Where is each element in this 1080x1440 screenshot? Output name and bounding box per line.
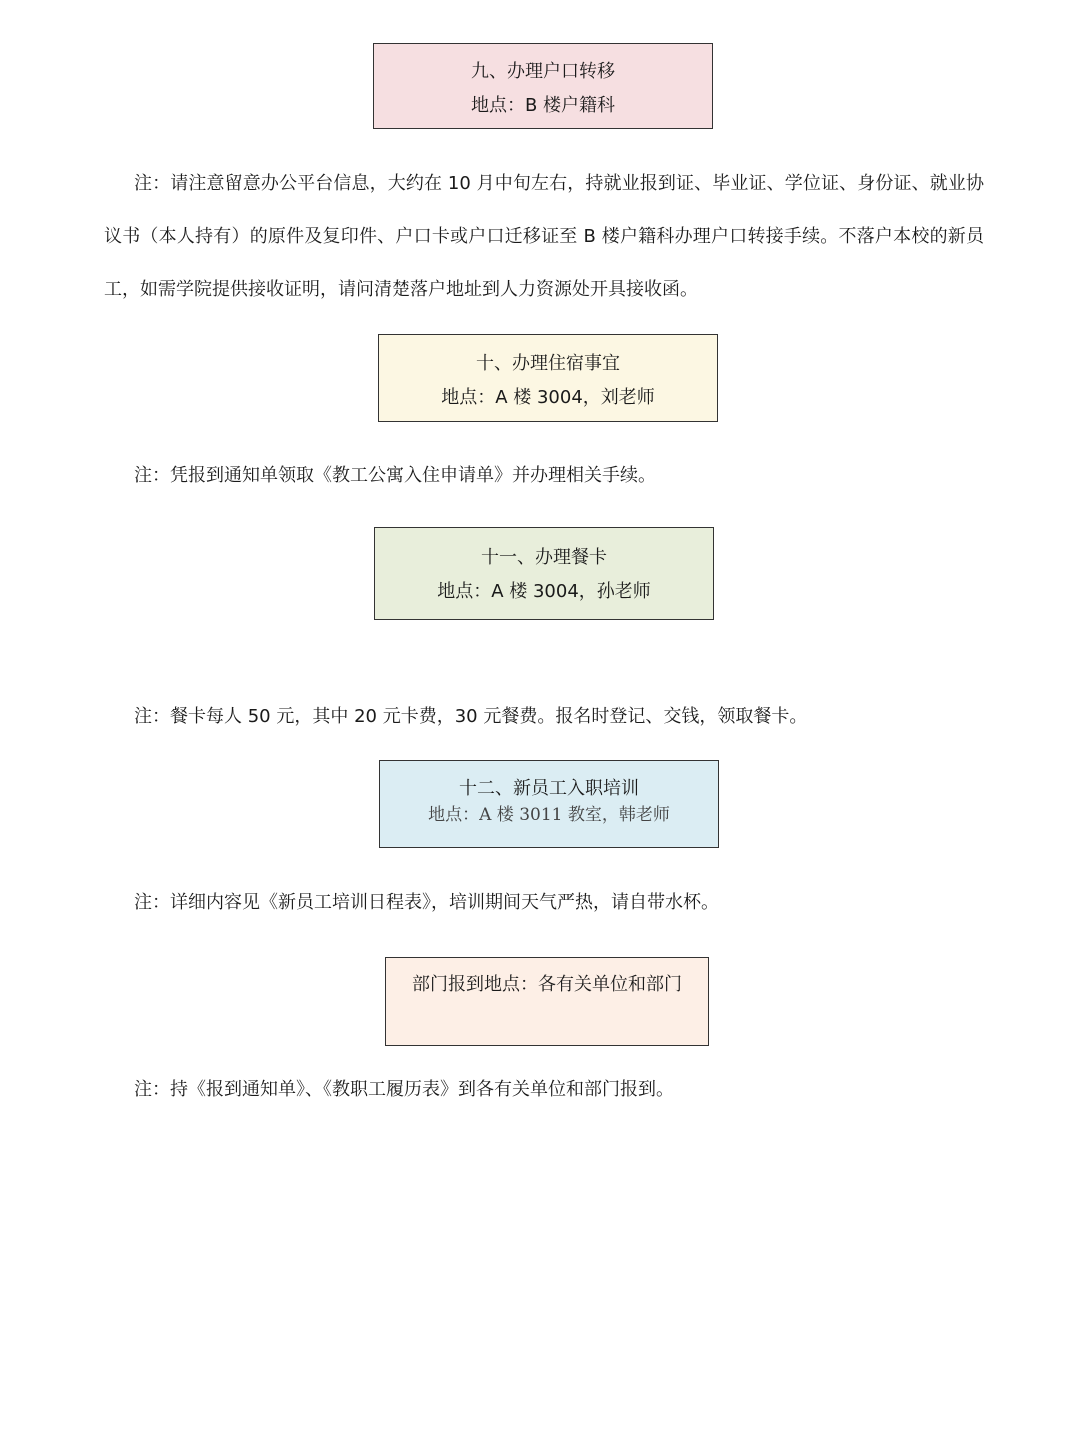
box-housing xyxy=(378,334,718,422)
section-title-hukou: 九、办理户口转移 xyxy=(471,61,615,82)
box-department-checkin xyxy=(385,957,709,1046)
box-hukou-transfer xyxy=(373,43,713,129)
section-title-department: 部门报到地点：各有关单位和部门 xyxy=(412,974,682,995)
section-location-hukou: 地点：B 楼户籍科 xyxy=(470,95,616,116)
section-title-meal-card: 十一、办理餐卡 xyxy=(481,547,607,568)
section-title-training: 十二、新员工入职培训 xyxy=(459,778,639,799)
note-hukou: 注：请注意留意办公平台信息，大约在 10 月中旬左右，持就业报到证、毕业证、学位证、身份证、就业协议书（本人持有）的原件及复印件、户口卡或户口迁移证至 B 楼户籍科办理户口转接手续。不落户本校的新员工，如需学院提供接收证明，请问清楚落户地址到人力资源处开具接收函。 xyxy=(104,173,984,300)
section-location-training: 地点：A 楼 3011 教室，韩老师 xyxy=(428,805,670,825)
section-location-meal-card: 地点：A 楼 3004，孙老师 xyxy=(437,581,651,602)
note-meal-card: 注：餐卡每人 50 元，其中 20 元卡费，30 元餐费。报名时登记、交钱，领取餐卡。 xyxy=(134,706,808,727)
note-housing: 注：凭报到通知单领取《教工公寓入住申请单》并办理相关手续。 xyxy=(134,465,656,486)
note-training: 注：详细内容见《新员工培训日程表》，培训期间天气严热，请自带水杯。 xyxy=(134,892,719,913)
note-department: 注：持《报到通知单》、《教职工履历表》到各有关单位和部门报到。 xyxy=(134,1079,674,1100)
section-location-housing: 地点：A 楼 3004，刘老师 xyxy=(441,387,655,408)
section-title-housing: 十、办理住宿事宜 xyxy=(476,353,620,374)
box-onboarding-training xyxy=(379,760,719,848)
box-meal-card xyxy=(374,527,714,620)
